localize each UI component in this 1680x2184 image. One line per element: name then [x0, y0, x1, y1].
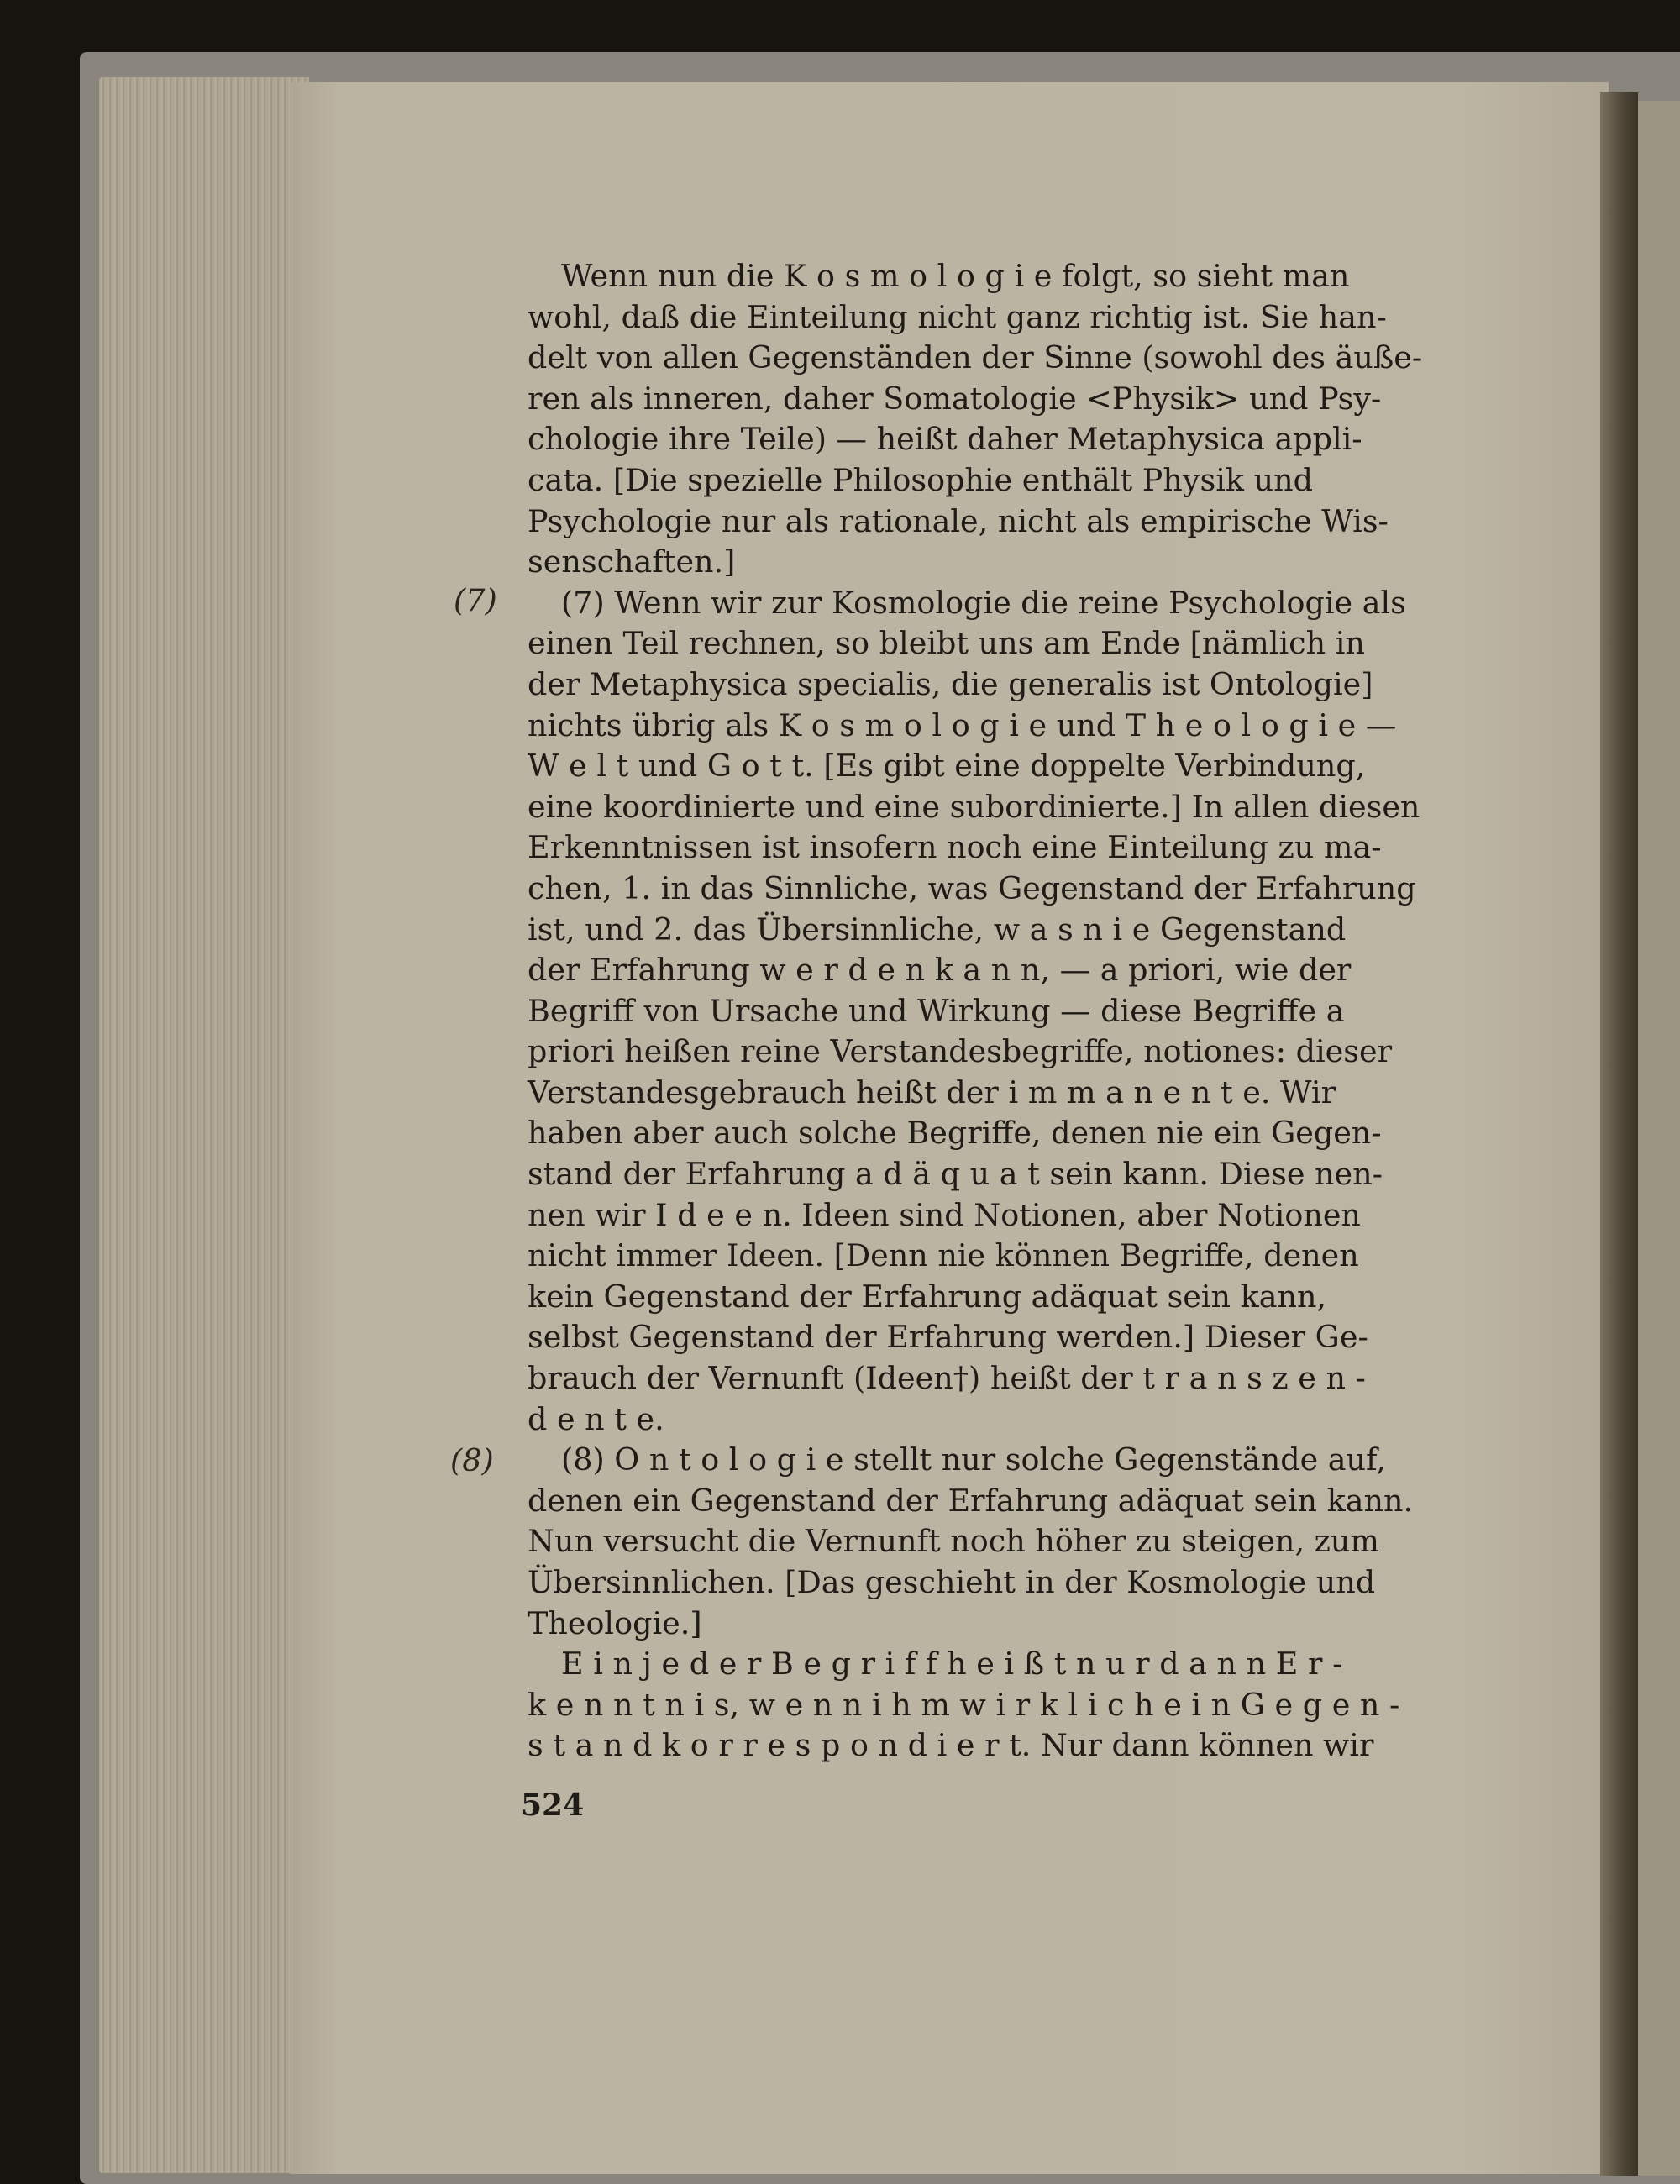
text-line: s t a n d k o r r e s p o n d i e r t. Nur dann können wir: [528, 1727, 1374, 1764]
text-line: denen ein Gegenstand der Erfahrung adäquat sein kann.: [528, 1482, 1414, 1519]
text-line: eine koordinierte und eine subordinierte.] In allen diesen: [528, 788, 1420, 825]
text-line: Wenn nun die K o s m o l o g i e folgt, so sieht man: [561, 258, 1350, 294]
text-line: ren als inneren, daher Somatologie <Physik> und Psy-: [528, 380, 1382, 417]
text-line: Verstandesgebrauch heißt der i m m a n e n t e. Wir: [528, 1074, 1336, 1110]
page-number: 524: [521, 1788, 585, 1823]
text-line: delt von allen Gegenständen der Sinne (sowohl des äuße-: [528, 339, 1423, 376]
text-line: senschaften.]: [528, 543, 736, 580]
text-line: Begriff von Ursache und Wirkung — diese Begriffe a: [528, 992, 1345, 1029]
text-line: d e n t e.: [528, 1400, 664, 1437]
text-line: einen Teil rechnen, so bleibt uns am Ende [nämlich in: [528, 625, 1365, 662]
margin-note-7: (7): [454, 582, 497, 618]
text-line: haben aber auch solche Begriffe, denen nie ein Gegen-: [528, 1115, 1382, 1152]
margin-note-8: (8): [450, 1442, 494, 1478]
text-line: brauch der Vernunft (Ideen†) heißt der t r a n s z e n -: [528, 1360, 1366, 1397]
text-line: E i n j e d e r B e g r i f f h e i ß t n u r d a n n E r -: [561, 1646, 1343, 1683]
text-line: wohl, daß die Einteilung nicht ganz richtig ist. Sie han-: [528, 298, 1387, 335]
text-line: selbst Gegenstand der Erfahrung werden.] Dieser Ge-: [528, 1319, 1368, 1356]
book-gutter: [1600, 92, 1638, 2176]
text-line: Theologie.]: [528, 1604, 702, 1641]
text-line: ist, und 2. das Übersinnliche, w a s n i e Gegenstand: [528, 911, 1347, 948]
facing-page-edge: [1638, 101, 1680, 2176]
text-line: stand der Erfahrung a d ä q u a t sein kann. Diese nen-: [528, 1156, 1383, 1193]
text-line: chologie ihre Teile) — heißt daher Metaphysica appli-: [528, 421, 1362, 458]
text-line: chen, 1. in das Sinnliche, was Gegenstand der Erfahrung: [528, 869, 1416, 906]
text-line: (7) Wenn wir zur Kosmologie die reine Psychologie als: [561, 584, 1406, 621]
text-line: cata. [Die spezielle Philosophie enthält Physik und: [528, 461, 1313, 498]
text-line: priori heißen reine Verstandesbegriffe, notiones: dieser: [528, 1033, 1393, 1070]
text-line: kein Gegenstand der Erfahrung adäquat sein kann,: [528, 1278, 1327, 1315]
text-line: Psychologie nur als rationale, nicht als empirische Wis-: [528, 502, 1389, 539]
text-line: nichts übrig als K o s m o l o g i e und T h e o l o g i e —: [528, 706, 1397, 743]
text-line: W e l t und G o t t. [Es gibt eine doppelte Verbindung,: [528, 748, 1366, 785]
text-line: nen wir I d e e n. Ideen sind Notionen, aber Notionen: [528, 1196, 1361, 1233]
text-line: nicht immer Ideen. [Denn nie können Begriffe, denen: [528, 1237, 1359, 1274]
text-line: Übersinnlichen. [Das geschieht in der Kosmologie und: [528, 1564, 1376, 1600]
body-text: [528, 256, 1435, 1767]
text-line: k e n n t n i s, w e n n i h m w i r k l i c h e i n G e g e n -: [528, 1686, 1400, 1723]
text-line: Erkenntnissen ist insofern noch eine Einteilung zu ma-: [528, 829, 1382, 866]
text-line: der Erfahrung w e r d e n k a n n, — a priori, wie der: [528, 952, 1352, 989]
text-line: der Metaphysica specialis, die generalis ist Ontologie]: [528, 665, 1373, 702]
text-line: (8) O n t o l o g i e stellt nur solche Gegenstände auf,: [561, 1441, 1386, 1478]
text-line: Nun versucht die Vernunft noch höher zu steigen, zum: [528, 1523, 1379, 1560]
page-edges: [99, 77, 309, 2173]
